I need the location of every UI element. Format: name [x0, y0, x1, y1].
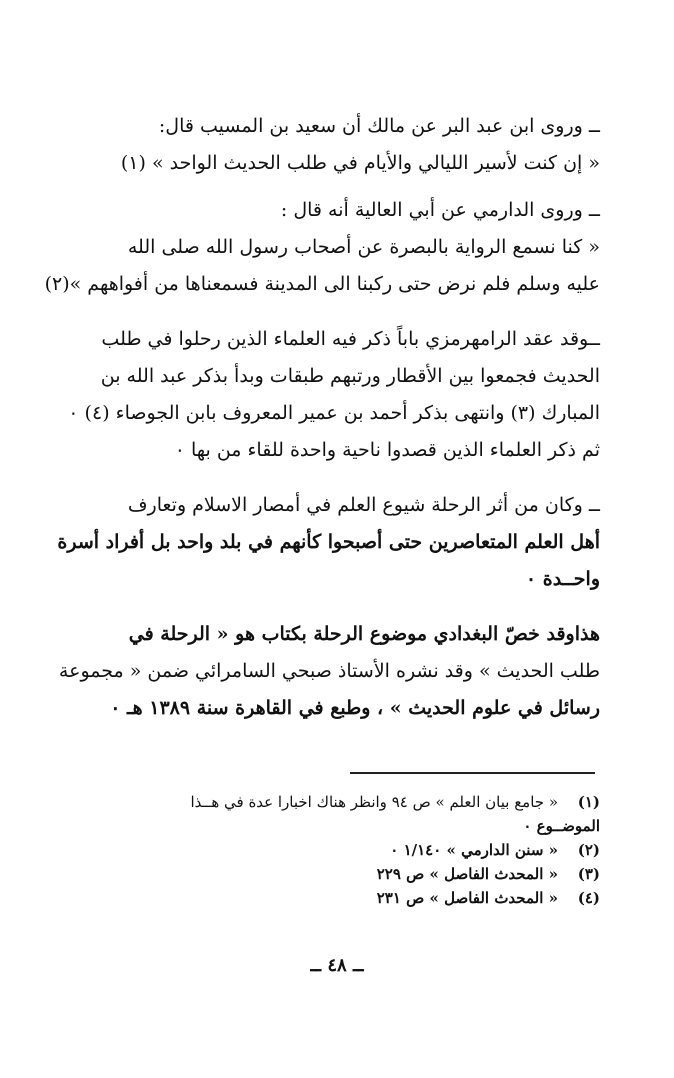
- text-line: « كنا نسمع الرواية بالبصرة عن أصحاب رسول الله صلى الله: [127, 236, 600, 258]
- text-line: واحــدة ٠: [525, 568, 600, 590]
- footnote-number: (٢): [577, 841, 600, 859]
- footnote-2: [70, 838, 600, 862]
- page-body: [44, 108, 600, 727]
- page-number: ــ ٤٨ ــ: [310, 955, 364, 976]
- footnote-divider: [350, 772, 595, 774]
- text-line: ثم ذكر العلماء الذين قصدوا ناحية واحدة للقاء من بها ٠: [174, 439, 600, 461]
- footnote-text: « المحدث الفاصل » ص ٢٣١: [376, 889, 558, 907]
- paragraph-2: [44, 192, 600, 303]
- text-line: الحديث فجمعوا بين الأقطار ورتبهم طبقات وبدأ بذكر عبد الله بن: [100, 365, 600, 387]
- footnote-1: [70, 790, 600, 814]
- paragraph-5: [58, 616, 600, 727]
- footnote-text: الموضــوع ٠: [523, 817, 600, 835]
- footnote-number: (١): [577, 793, 600, 811]
- footnotes: [70, 790, 600, 910]
- text-line: هذاوقد خصّ البغدادي موضوع الرحلة بكتاب هو « الرحلة في: [128, 623, 600, 645]
- paragraph-1: [70, 108, 600, 182]
- paragraph-4: [57, 487, 600, 598]
- footnote-text: « جامع بيان العلم » ص ٩٤ وانظر هناك اخبارا عدة في هــذا: [190, 793, 558, 811]
- text-line: عليه وسلم فلم نرض حتى ركبنا الى المدينة فسمعناها من أفواههم »(٢): [44, 273, 600, 295]
- paragraph-3: [70, 321, 600, 469]
- text-line: رسائل في علوم الحديث » ، وطبع في القاهرة سنة ١٣٨٩ هـ ٠: [110, 697, 600, 719]
- text-line: المبارك (٣) وانتهى بذكر أحمد بن عمير المعروف بابن الجوصاء (٤) ٠: [68, 402, 600, 424]
- text-line: طلب الحديث » وقد نشره الأستاذ صبحي السامرائي ضمن « مجموعة: [58, 660, 600, 682]
- text-line: « إن كنت لأسير الليالي والأيام في طلب الحديث الواحد » (١): [120, 152, 600, 174]
- footnote-1-continued: [70, 814, 600, 838]
- text-line: أهل العلم المتعاصرين حتى أصبحوا كأنهم في بلد واحد بل أفراد أسرة: [57, 531, 600, 553]
- text-line: ــوقد عقد الرامهرمزي باباً ذكر فيه العلماء الذين رحلوا في طلب: [101, 328, 600, 350]
- text-line: ــ وكان من أثر الرحلة شيوع العلم في أمصار الاسلام وتعارف: [127, 494, 600, 516]
- footnote-number: (٣): [577, 865, 600, 883]
- footnote-3: [70, 862, 600, 886]
- footnote-number: (٤): [577, 889, 600, 907]
- footnote-4: [70, 886, 600, 910]
- text-line: ــ وروى ابن عبد البر عن مالك أن سعيد بن المسيب قال:: [158, 115, 600, 137]
- footnote-text: « سنن الدارمي » ١/١٤٠ ٠: [390, 841, 558, 859]
- text-line: ــ وروى الدارمي عن أبي العالية أنه قال :: [280, 199, 600, 221]
- footnote-text: « المحدث الفاصل » ص ٢٢٩: [376, 865, 558, 883]
